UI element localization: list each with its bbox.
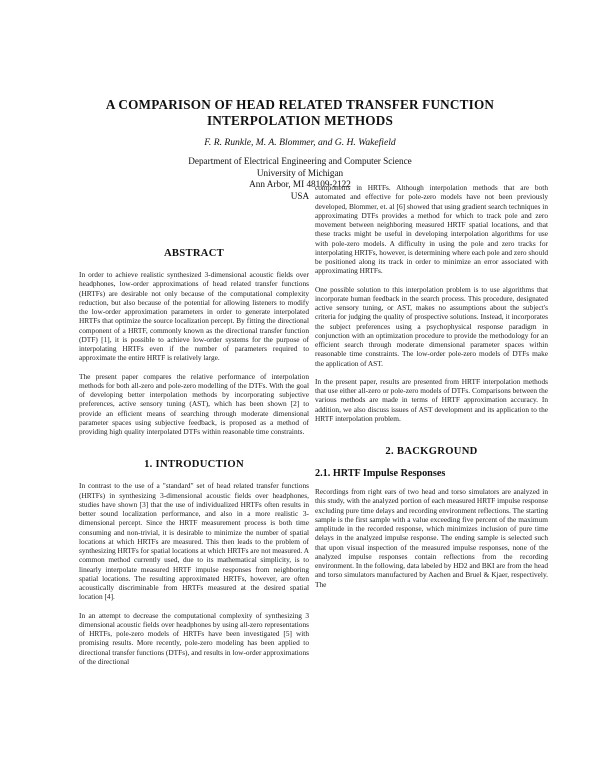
paper-title: A COMPARISON OF HEAD RELATED TRANSFER FUNCTION INTERPOLATION METHODS (105, 97, 495, 128)
introduction-paragraph: In contrast to the use of a "standard" set of head related transfer functions (HRTFs) in synthesizing 3-dimensional acoustic fields over headphones, studies have shown [3] that the use of individualized HRTFs often results in better sound localization performance, and also in a more realistic 3-dimensional percept. Since the HRTF measurement process is both time consuming and non-trivial, it is desirable to minimize the number of spatial locations at which HRTFs are measured. This then leads to the problem of synthesizing HRTFs for spatial locations at which HRTFs are not measured. A common method currently used, due to its mathematical simplicity, is to linearly interpolate measured HRTF impulse responses from neighboring spatial locations. The resulting approximated HRTFs, however, are often acoustically discriminable from HRTFs measured at the desired spatial location [4]. (79, 481, 310, 602)
affiliation-university: University of Michigan (256, 167, 344, 178)
abstract-heading: ABSTRACT (163, 248, 225, 259)
abstract-paragraph: In order to achieve realistic synthesized 3-dimensional acoustic fields over headphones, low-order approximations of head related transfer functions (HRTFs) are desirable not only because of the computational complexity reduction, but also because of the potential for allowing listeners to modify the low-order approximation parameters in order to generate interpolated HRTFs that optimize the source localization percept. By fitting the directional component of a HRTF, commonly known as the directional transfer function (DTF) [1], it is possible to achieve low-order systems for the purpose of interpolating HRTFs even if the number of parameters required to approximate the entire HRTF is relatively large. (79, 270, 309, 363)
background-heading: 2. BACKGROUND (385, 446, 478, 457)
body-paragraph: One possible solution to this interpolation problem is to use algorithms that incorporate human feedback in the search process. This procedure, designated active sensory tuning, or AST, makes no assumptions about the subject's criteria for judging the quality of prospective solutions. Instead, it incorporates the subject preferences using a psychophysical response paradigm in conjunction with an optimization procedure to provide the methodology for an efficient search through moderate dimensional parameter spaces within reasonable time constraints. The low-order pole-zero models of DTFs make the application of AST. (315, 284, 548, 368)
hrtf-impulse-responses-heading: 2.1. HRTF Impulse Responses (315, 468, 446, 479)
left-column (79, 248, 309, 675)
affiliation-department: Department of Electrical Engineering and Computer Science (188, 156, 412, 166)
background-paragraph: Recordings from right ears of two head and torso simulators are analyzed in this study, with the analyzed portion of each measured HRTF impulse response excluding pure time delays and recording environment reflections. The starting sample is the first sample with a value exceeding five percent of the maximum amplitude in the recorded response, which minimizes inclusion of pure time delays in the analyzed impulse response. The ending sample is selected such that upon visual inspection of the measured impulse responses, none of the analyzed impulse responses contain reflections from the recording environment. In the following, data labeled by HD2 and BKI are from the head and torso simulators manufactured by Aachen and Bruel & Kjaer, respectively. The (315, 487, 548, 589)
affiliation-address: Ann Arbor, MI 48109-2122 (249, 179, 351, 189)
introduction-heading: 1. INTRODUCTION (144, 459, 244, 471)
body-paragraph: components in HRTFs. Although interpolation methods that are both automated and effective for pole-zero models have not been previously developed, Blommer, et. al [6] showed that using gradient search techniques in approximating DTFs provides a method for which to track pole and zero movement between neighboring measured HRTF spatial locations, and that these tracks might be useful in developing interpolation algorithms for use with pole-zero models. A difficulty in using the pole and zero tracks for interpolating HRTFs, however, is determining where each pole and zero should be positioned along its track in order to minimize an error associated with approximating HRTFs. (315, 183, 548, 276)
abstract-paragraph: The present paper compares the relative performance of interpolation methods for both all-zero and pole-zero modelling of the DTFs. With the goal of developing better interpolation methods by incorporating subjective preferences, active sensory tuning (AST), which has been shown [2] to provide an efficient means of searching through moderate dimensional parameter spaces using subjective feedback, is proposed as a method of providing high quality interpolated DTFs within reasonable time constraints. (79, 371, 309, 436)
body-paragraph: In the present paper, results are presented from HRTF interpolation methods that use either all-zero or pole-zero models of DTFs. Comparisons between the various methods are made in terms of HRTF approximation accuracy. In addition, we also discuss issues of AST development and its application to the HRTF interpolation problem. (315, 376, 548, 423)
introduction-paragraph: In an attempt to decrease the computational complexity of synthesizing 3 dimensional acoustic fields over headphones by using all-zero representations of HRTFs, pole-zero models of HRTFs have been investigated [5] with promising results. More recently, pole-zero modeling has been applied to directional transfer functions (DTFs), and results in low-order approximations of the directional (79, 610, 309, 666)
paper-authors: F. R. Runkle, M. A. Blommer, and G. H. Wakefield (204, 137, 396, 148)
right-column (315, 183, 548, 598)
affiliation-country: USA (290, 190, 310, 201)
